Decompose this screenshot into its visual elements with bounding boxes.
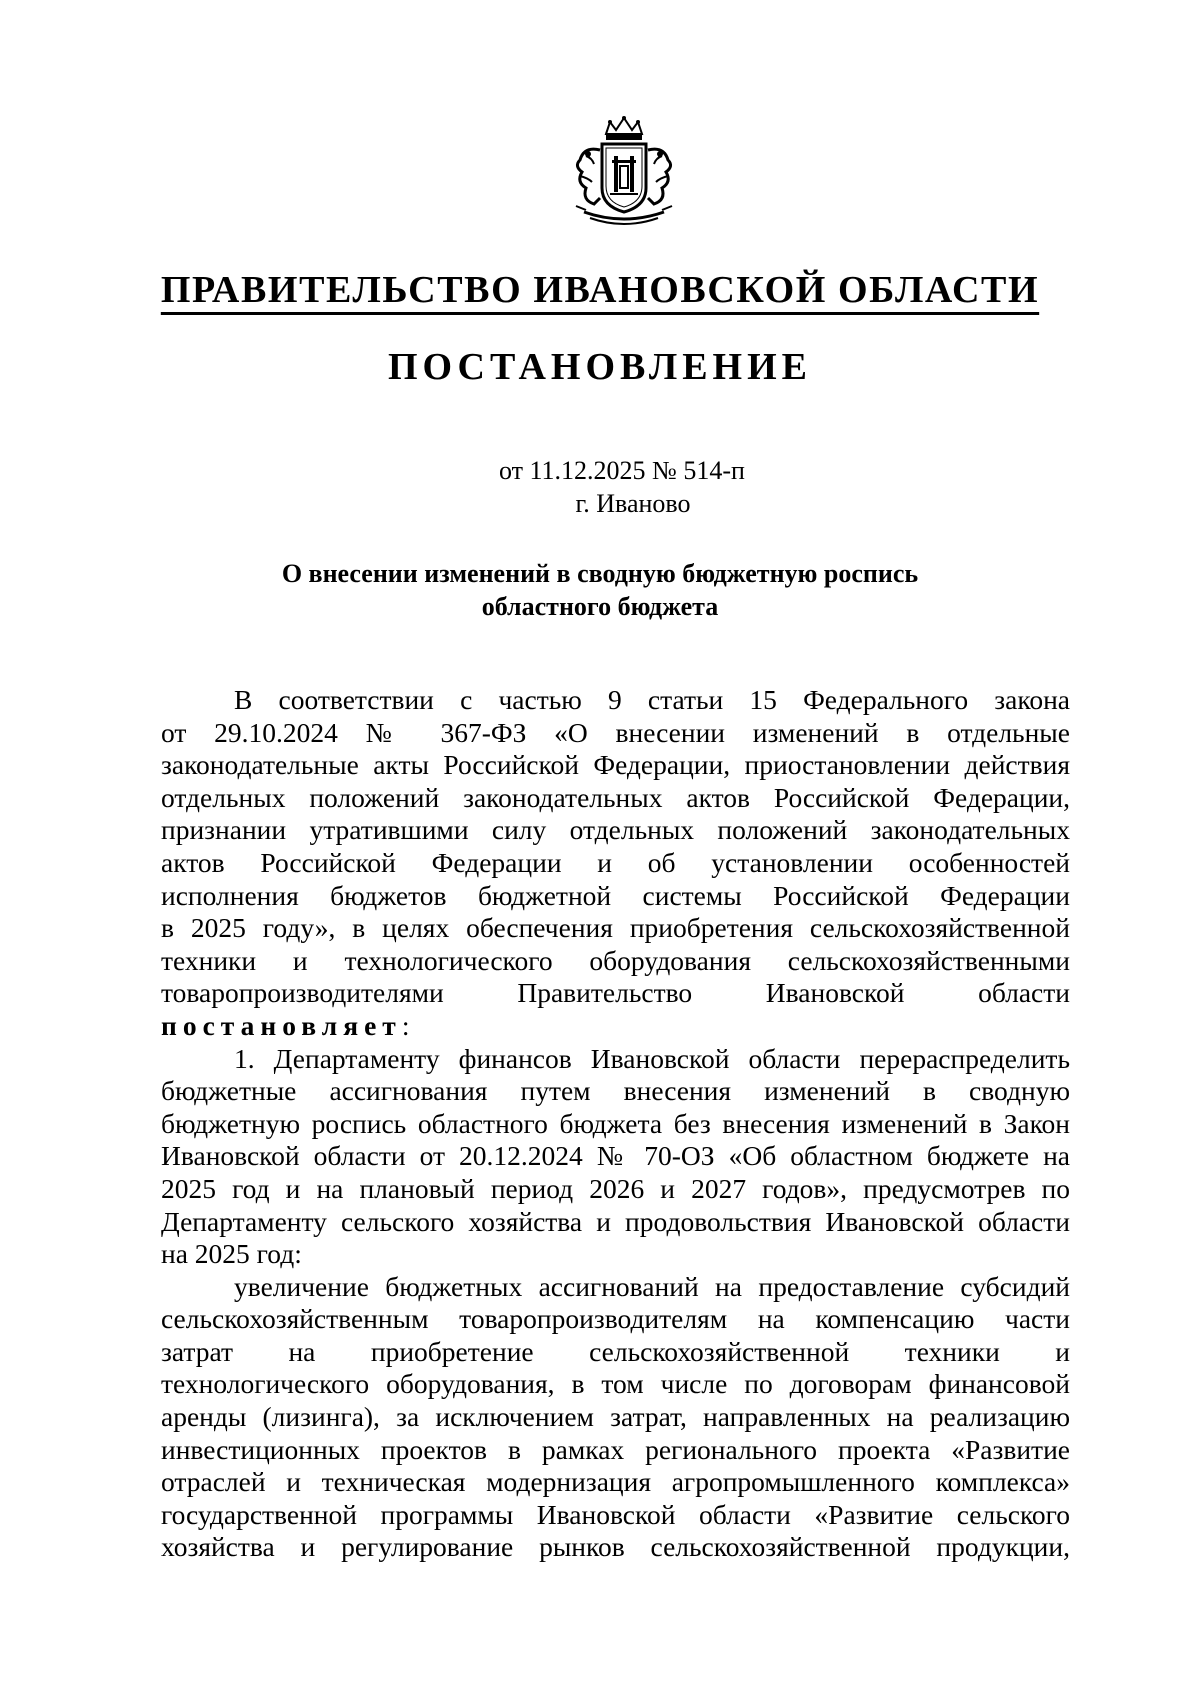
body-line: в 2025 году», в целях обеспечения приобретения сельскохозяйственной (161, 912, 1070, 944)
body-line: признании утратившими силу отдельных положений законодательных (161, 814, 1070, 846)
body-line: актов Российской Федерации и об установлении особенностей (161, 846, 1070, 878)
body-line: В соответствии с частью 9 статьи 15 Федерального закона (234, 684, 1070, 715)
document-type: ПОСТАНОВЛЕНИЕ (387, 346, 813, 388)
body-line: законодательные акты Российской Федерации, приостановлении действия (161, 749, 1070, 781)
document-body (161, 684, 1070, 1564)
body-line: аренды (лизинга), за исключением затрат, направленных на реализацию (161, 1401, 1070, 1433)
subject-line: О внесении изменений в сводную бюджетную роспись (281, 559, 919, 588)
body-line: отраслей и техническая модернизация агропромышленного комплекса» (161, 1466, 1070, 1498)
body-line: сельскохозяйственным товаропроизводителям на компенсацию части (161, 1303, 1070, 1335)
body-line: государственной программы Ивановской области «Развитие сельского (161, 1498, 1070, 1530)
body-line: отдельных положений законодательных актов Российской Федерации, (161, 781, 1070, 813)
body-line: от 29.10.2024 № 367-ФЗ «О внесении изменений в отдельные (161, 716, 1070, 748)
body-line: на 2025 год: (161, 1238, 302, 1270)
document-city: г. Иваново (575, 489, 691, 518)
body-line: Департаменту сельского хозяйства и продовольствия Ивановской области (161, 1205, 1070, 1237)
document-date-number: от 11.12.2025 № 514-п (499, 456, 745, 485)
body-line: хозяйства и регулирование рынков сельскохозяйственной продукции, (161, 1531, 1070, 1563)
body-line: товаропроизводителями Правительство Ивановской области (161, 977, 1070, 1009)
body-line: 1. Департаменту финансов Ивановской области перераспределить (234, 1042, 1070, 1074)
body-line: исполнения бюджетов бюджетной системы Российской Федерации (161, 879, 1070, 911)
document-subject (0, 557, 1200, 623)
government-title: ПРАВИТЕЛЬСТВО ИВАНОВСКОЙ ОБЛАСТИ (160, 269, 1040, 311)
body-line: бюджетные ассигнования путем внесения изменений в сводную (161, 1075, 1070, 1107)
body-line: затрат на приобретение сельскохозяйственной техники и (161, 1335, 1070, 1367)
body-line: увеличение бюджетных ассигнований на предоставление субсидий (234, 1270, 1070, 1302)
decree-colon: : (401, 1009, 410, 1041)
body-line: 2025 год и на плановый период 2026 и 2027 годов», предусмотрев по (161, 1172, 1070, 1204)
decree-word: постановляет (161, 1009, 402, 1041)
decree-line (161, 1010, 1070, 1043)
body-line: инвестиционных проектов в рамках регионального проекта «Развитие (161, 1433, 1070, 1465)
subject-line: областного бюджета (481, 592, 719, 621)
body-line: бюджетную роспись областного бюджета без внесения изменений в Закон (161, 1107, 1070, 1139)
ivanovo-coat-of-arms-icon (564, 116, 684, 232)
body-line: техники и технологического оборудования сельскохозяйственными (161, 944, 1070, 976)
body-line: Ивановской области от 20.12.2024 № 70-ОЗ «Об областном бюджете на (161, 1140, 1070, 1172)
body-line: технологического оборудования, в том числе по договорам финансовой (161, 1368, 1070, 1400)
